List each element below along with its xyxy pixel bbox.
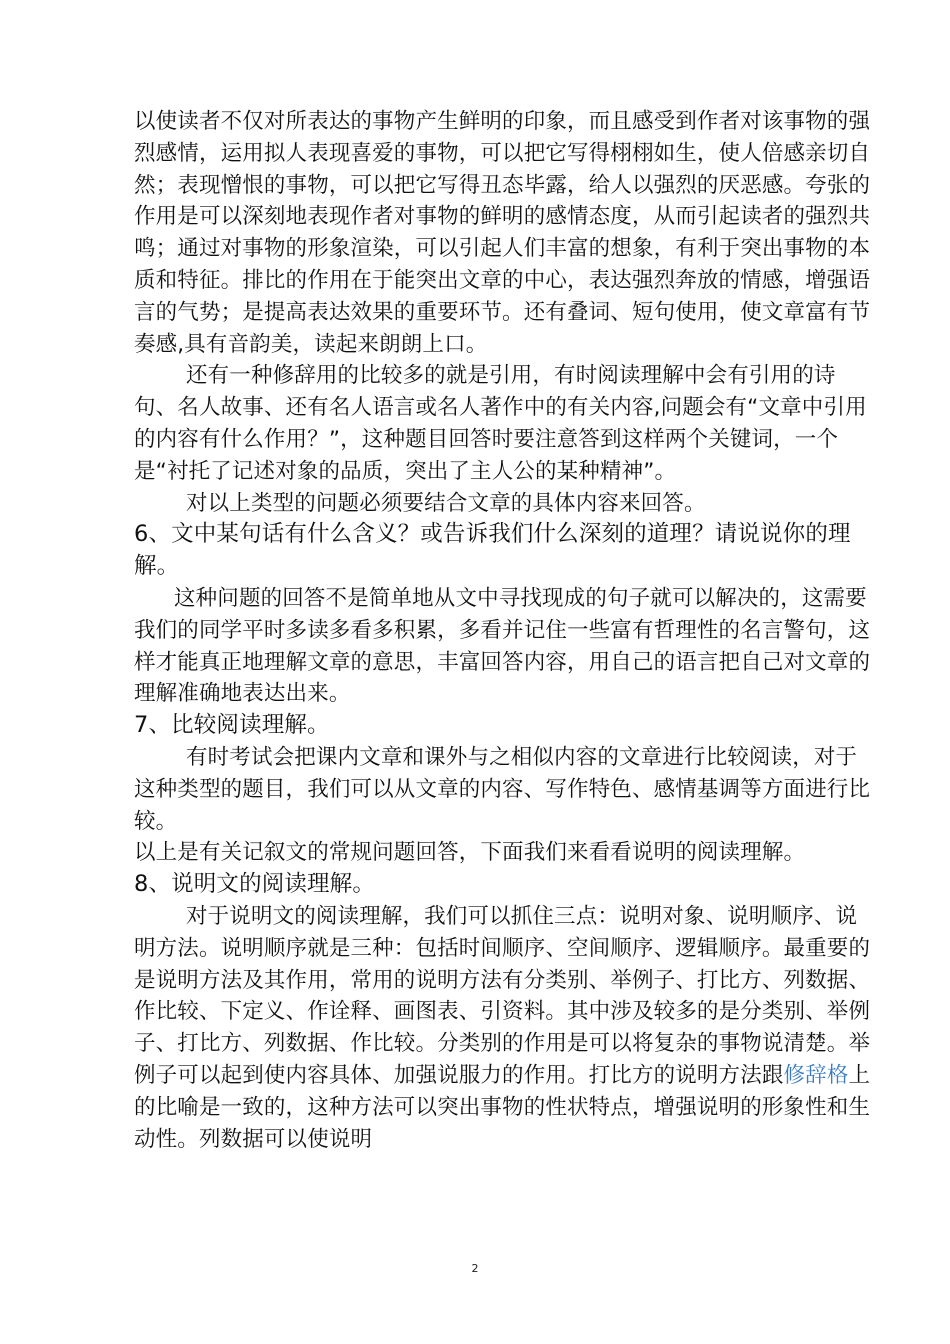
paragraph-sentence-meaning: 这种问题的回答不是简单地从文中寻找现成的句子就可以解决的，这需要我们的同学平时多读多看多积累，多看并记住一些富有哲理性的名言警句，这样才能真正地理解文章的意思，丰富回答内容，用自己的语言把自己对文章的理解准确地表达出来。 bbox=[134, 585, 871, 707]
document-body bbox=[134, 106, 876, 1155]
rhetoric-link[interactable]: 修辞格 bbox=[783, 1062, 849, 1088]
heading-section-6: 6、文中某句话有什么含义？或告诉我们什么深刻的道理？请说说你的理解。 bbox=[134, 521, 851, 580]
paragraph-expository-reading bbox=[134, 901, 876, 1155]
expository-text-after-link: 上的比喻是一致的，这种方法可以突出事物的性状特点，增强说明的形象性和生动性。列数据可以使说明 bbox=[134, 1062, 871, 1152]
paragraph-rhetoric-effects: 以使读者不仅对所表达的事物产生鲜明的印象，而且感受到作者对该事物的强烈感情，运用拟人表现喜爱的事物，可以把它写得栩栩如生，使人倍感亲切自然；表现憎恨的事物，可以把它写得丑态毕露，给人以强烈的厌恶感。夸张的作用是可以深刻地表现作者对事物的鲜明的感情态度，从而引起读者的强烈共鸣；通过对事物的形象渲染，可以引起人们丰富的想象，有利于突出事物的本质和特征。排比的作用在于能突出文章的中心，表达强烈奔放的情感，增强语言的气势；是提高表达效果的重要环节。还有叠词、短句使用，使文章富有节奏感,具有音韵美，读起来朗朗上口。 bbox=[134, 109, 871, 357]
paragraph-comparative-reading: 有时考试会把课内文章和课外与之相似内容的文章进行比较阅读，对于这种类型的题目，我们可以从文章的内容、写作特色、感情基调等方面进行比较。 bbox=[134, 744, 871, 834]
page-number: 2 bbox=[471, 1262, 479, 1275]
paragraph-answer-hint: 对以上类型的问题必须要结合文章的具体内容来回答。 bbox=[186, 490, 706, 516]
expository-text-before-link: 对于说明文的阅读理解，我们可以抓住三点：说明对象、说明顺序、说明方法。说明顺序就是三种：包括时间顺序、空间顺序、逻辑顺序。最重要的是说明方法及其作用，常用的说明方法有分类别、举例子、打比方、列数据、作比较、下定义、作诠释、画图表、引资料。其中涉及较多的是分类别、举例子、打比方、列数据、作比较。分类别的作用是可以将复杂的事物说清楚。举例子可以起到使内容具体、加强说服力的作用。打比方的说明方法跟 bbox=[134, 903, 871, 1088]
heading-section-7: 7、比较阅读理解。 bbox=[134, 712, 330, 739]
paragraph-quotation: 还有一种修辞用的比较多的就是引用，有时阅读理解中会有引用的诗句、名人故事、还有名人语言或名人著作中的有关内容,问题会有“文章中引用的内容有什么作用？”，这种题目回答时要注意答到这样两个关键词，一个是“衬托了记述对象的品质，突出了主人公的某种精神”。 bbox=[134, 363, 867, 484]
heading-section-8: 8、说明文的阅读理解。 bbox=[134, 871, 375, 898]
paragraph-transition: 以上是有关记叙文的常规问题回答，下面我们来看看说明的阅读理解。 bbox=[134, 840, 806, 866]
